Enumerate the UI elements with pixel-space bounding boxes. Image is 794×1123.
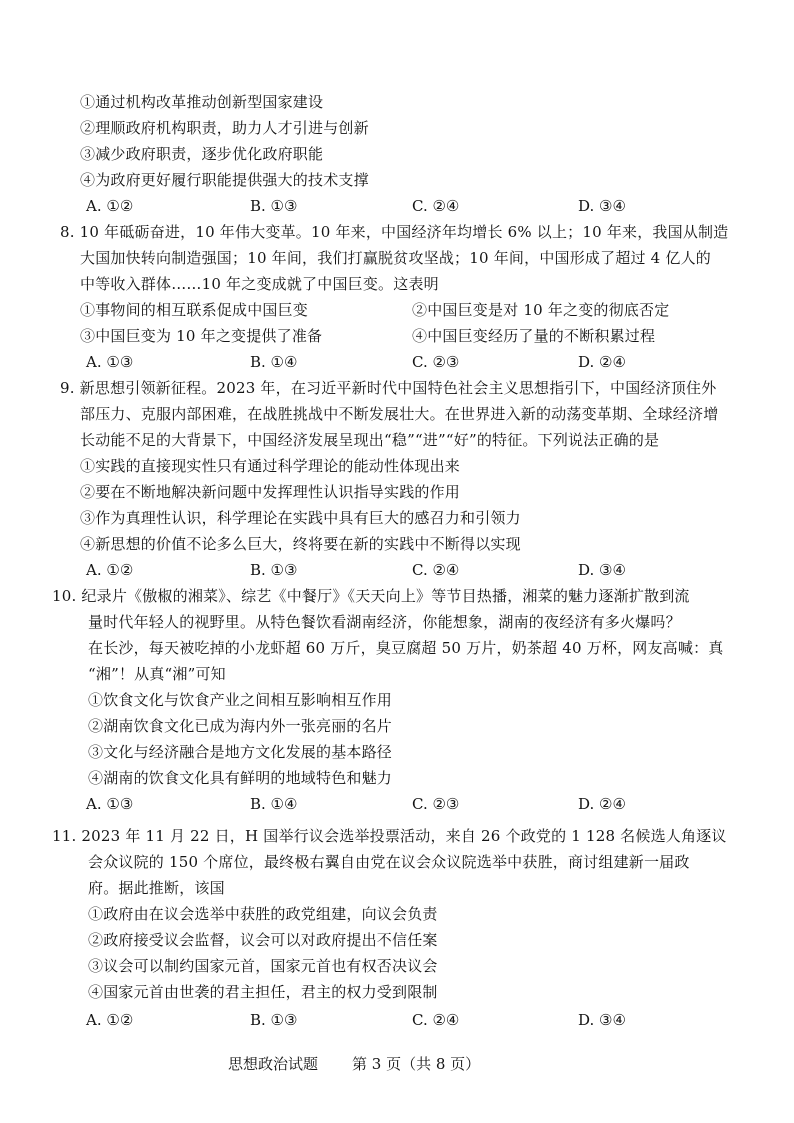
q8-stem-line-1: 8. 10 年砥砺奋进，10 年伟大变革。10 年来，中国经济年均增长 6% 以上；10 年来，我国从制造 [60, 223, 729, 241]
q7-option-b: B. ①③ [250, 197, 298, 215]
q10-item-2: ②湖南饮食文化已成为海内外一张亮丽的名片 [88, 717, 393, 735]
footer-page-number: 第 3 页（共 8 页） [352, 1055, 481, 1073]
q7-option-a: A. ①② [86, 197, 134, 215]
q8-option-a: A. ①③ [86, 353, 134, 371]
q11-option-d: D. ③④ [578, 1011, 626, 1029]
q9-stem-line-1: 9. 新思想引领新征程。2023 年，在习近平新时代中国特色社会主义思想指引下，中国经济顶住外 [60, 379, 717, 397]
q11-stem-line-3: 府。据此推断，该国 [88, 879, 225, 897]
q9-item-1: ①实践的直接现实性只有通过科学理论的能动性体现出来 [80, 457, 461, 475]
q11-item-2: ②政府接受议会监督，议会可以对政府提出不信任案 [88, 931, 438, 949]
q7-item-2: ②理顺政府机构职责，助力人才引进与创新 [80, 119, 369, 137]
q9-item-3: ③作为真理性认识，科学理论在实践中具有巨大的感召力和引领力 [80, 509, 521, 527]
q10-option-d: D. ②④ [578, 795, 626, 813]
q11-option-c: C. ②④ [412, 1011, 460, 1029]
q8-stem-line-3: 中等收入群体……10 年之变成就了中国巨变。这表明 [80, 275, 439, 293]
q11-stem-line-2: 会众议院的 150 个席位，最终极右翼自由党在议会众议院选举中获胜，商讨组建新一届政 [88, 853, 690, 871]
q8-option-d: D. ②④ [578, 353, 626, 371]
q11-stem-line-1: 11. 2023 年 11 月 22 日，H 国举行议会选举投票活动，来自 26 个政党的 1 128 名候选人角逐议 [52, 827, 727, 845]
q9-option-b: B. ①③ [250, 561, 298, 579]
q8-stem-line-2: 大国加快转向制造强国；10 年间，我们打赢脱贫攻坚战；10 年间，中国形成了超过 4 亿人的 [80, 249, 711, 267]
q11-option-a: A. ①② [86, 1011, 134, 1029]
q7-item-1: ①通过机构改革推动创新型国家建设 [80, 93, 324, 111]
q7-item-4: ④为政府更好履行职能提供强大的技术支撑 [80, 171, 369, 189]
q10-item-3: ③文化与经济融合是地方文化发展的基本路径 [88, 743, 393, 761]
footer-subject: 思想政治试题 [228, 1055, 319, 1073]
q10-option-b: B. ①④ [250, 795, 298, 813]
q9-option-a: A. ①② [86, 561, 134, 579]
q7-item-3: ③减少政府职责，逐步优化政府职能 [80, 145, 324, 163]
q10-option-c: C. ②③ [412, 795, 460, 813]
q11-item-4: ④国家元首由世袭的君主担任，君主的权力受到限制 [88, 983, 438, 1001]
q7-option-c: C. ②④ [412, 197, 460, 215]
q10-option-a: A. ①③ [86, 795, 134, 813]
q9-item-2: ②要在不断地解决新问题中发挥理性认识指导实践的作用 [80, 483, 461, 501]
q7-option-d: D. ③④ [578, 197, 626, 215]
q11-item-3: ③议会可以制约国家元首，国家元首也有权否决议会 [88, 957, 438, 975]
q8-item-3: ③中国巨变为 10 年之变提供了准备 [80, 327, 323, 345]
q9-item-4: ④新思想的价值不论多么巨大，终将要在新的实践中不断得以实现 [80, 535, 521, 553]
q8-option-b: B. ①④ [250, 353, 298, 371]
q9-option-c: C. ②④ [412, 561, 460, 579]
q9-stem-line-2: 部压力、克服内部困难，在战胜挑战中不断发展壮大。在世界进入新的动荡变革期、全球经济增 [80, 405, 719, 423]
q10-stem-line-1: 10. 纪录片《傲椒的湘菜》、综艺《中餐厅》《天天向上》等节目热播，湘菜的魅力逐渐扩散到流 [52, 587, 690, 605]
q9-option-d: D. ③④ [578, 561, 626, 579]
q10-stem-line-3: 在长沙，每天被吃掉的小龙虾超 60 万斤，臭豆腐超 50 万片，奶茶超 40 万杯，网友高喊：真 [88, 639, 724, 657]
q8-option-c: C. ②③ [412, 353, 460, 371]
q10-item-4: ④湖南的饮食文化具有鲜明的地域特色和魅力 [88, 769, 393, 787]
q11-option-b: B. ①③ [250, 1011, 298, 1029]
q8-item-4: ④中国巨变经历了量的不断积累过程 [412, 327, 656, 345]
q10-stem-line-4: “湘”！从真“湘”可知 [88, 665, 226, 683]
q9-stem-line-3: 长动能不足的大背景下，中国经济发展呈现出“稳”“进”“好”的特征。下列说法正确的是 [80, 431, 660, 449]
q11-item-1: ①政府由在议会选举中获胜的政党组建，向议会负责 [88, 905, 438, 923]
q10-item-1: ①饮食文化与饮食产业之间相互影响相互作用 [88, 691, 393, 709]
q8-item-2: ②中国巨变是对 10 年之变的彻底否定 [412, 301, 670, 319]
q10-stem-line-2: 量时代年轻人的视野里。从特色餐饮看湖南经济，你能想象，湖南的夜经济有多火爆吗？ [88, 613, 681, 631]
q8-item-1: ①事物间的相互联系促成中国巨变 [80, 301, 309, 319]
